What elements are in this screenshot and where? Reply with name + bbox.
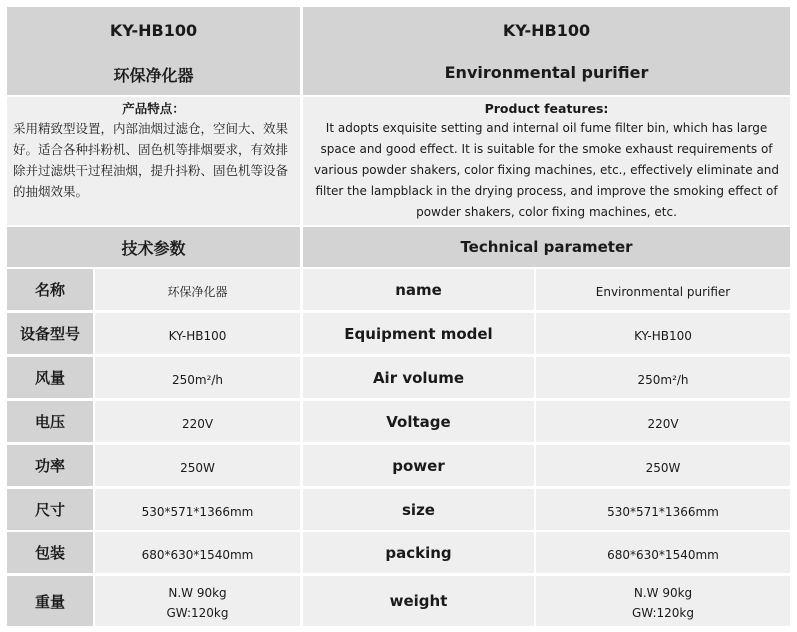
- param-en-value: 250W: [645, 460, 681, 475]
- header-cn-name: 环保净化器: [113, 66, 194, 85]
- features-en-title: Product features:: [484, 101, 609, 116]
- param-en-label-cell: [303, 576, 534, 626]
- param-en-value: KY-HB100: [634, 328, 692, 343]
- param-cn-label-cell: [7, 445, 93, 486]
- header-en-cell: [303, 7, 790, 95]
- param-cn-value-cell: [95, 576, 300, 626]
- param-cn-value-cell: [95, 269, 300, 310]
- param-cn-value-cell: [95, 532, 300, 573]
- features-cn-title: 产品特点：: [122, 101, 185, 116]
- param-cn-value-cell: [95, 313, 300, 354]
- header-en-model: KY-HB100: [502, 21, 591, 40]
- param-en-label: Voltage: [386, 412, 451, 431]
- param-en-label-cell: [303, 445, 534, 486]
- param-cn-value: 220V: [181, 416, 214, 431]
- param-cn-label: 名称: [34, 281, 65, 299]
- param-cn-value: N.W 90kg: [168, 585, 227, 600]
- param-cn-label-cell: [7, 532, 93, 573]
- param-en-label: Equipment model: [344, 324, 493, 343]
- header-en-name: Environmental purifier: [444, 63, 649, 82]
- param-en-label: name: [395, 280, 442, 299]
- section-cn-cell: [7, 227, 300, 267]
- param-en-value: N.W 90kg: [633, 585, 693, 600]
- param-cn-label-cell: [7, 269, 93, 310]
- features-cn-cell: [7, 97, 300, 225]
- param-cn-label: 电压: [34, 413, 65, 431]
- features-en-cell: [303, 97, 790, 225]
- param-en-label-cell: [303, 401, 534, 442]
- header-cn-cell: [7, 7, 300, 95]
- param-cn-label-cell: [7, 489, 93, 530]
- param-en-value: Environmental purifier: [595, 284, 731, 299]
- param-en-value-cell: [536, 532, 790, 573]
- param-en-label-cell: [303, 489, 534, 530]
- features-cn-text: 采用精致型设置，内部油烟过滤仓，空间大、效果好。适合各种抖粉机、固色机等排烟要求，有效排除并过滤烘干过程油烟，提升抖粉、固色机等设备的抽烟效果。: [13, 121, 289, 199]
- param-cn-label-cell: [7, 313, 93, 354]
- section-cn-title: 技术参数: [121, 238, 186, 258]
- param-en-label-cell: [303, 269, 534, 310]
- param-cn-label: 重量: [34, 592, 65, 611]
- param-en-label: power: [392, 456, 445, 475]
- param-en-value-cell: [536, 445, 790, 486]
- param-en-value-cell: [536, 269, 790, 310]
- param-cn-value: 680*630*1540mm: [141, 547, 254, 562]
- param-cn-label-cell: [7, 576, 93, 626]
- param-en-value-cell: [536, 357, 790, 398]
- param-en-value-cell: [536, 489, 790, 530]
- param-en-value: 680*630*1540mm: [607, 547, 719, 562]
- param-en-label: size: [402, 500, 435, 519]
- param-cn-value: KY-HB100: [168, 328, 227, 343]
- param-cn-label: 设备型号: [19, 325, 80, 343]
- param-cn-value: 530*571*1366mm: [141, 504, 254, 519]
- param-cn-value: 250m²/h: [171, 372, 224, 387]
- param-cn-value-cell: [95, 489, 300, 530]
- param-en-label: weight: [389, 592, 448, 610]
- param-cn-label-cell: [7, 401, 93, 442]
- features-en-text: It adopts exquisite setting and internal oil fume filter bin, which has large space and good effect. It is suitable for the smoke exhaust requirements of various powder shakers, color fixing machines, etc., effectively eliminate and filter the lampblack in the drying process, and improve the smoking effect of powder shakers, color fixing machines, etc.: [313, 121, 780, 219]
- header-cn-model: KY-HB100: [109, 21, 198, 40]
- param-en-value: 220V: [647, 416, 679, 431]
- param-en-label: packing: [385, 543, 452, 562]
- param-cn-value: 250W: [180, 460, 215, 475]
- param-en-value-cell: [536, 401, 790, 442]
- param-en-label-cell: [303, 532, 534, 573]
- section-en-cell: [303, 227, 790, 267]
- param-en-value-line2: GW:120kg: [632, 605, 694, 620]
- param-cn-label-cell: [7, 357, 93, 398]
- param-en-label-cell: [303, 313, 534, 354]
- param-en-value: 530*571*1366mm: [607, 504, 719, 519]
- param-en-label-cell: [303, 357, 534, 398]
- param-cn-label: 功率: [34, 457, 65, 475]
- param-cn-value-cell: [95, 401, 300, 442]
- param-cn-value-cell: [95, 357, 300, 398]
- param-en-value-cell: [536, 313, 790, 354]
- param-en-value-cell: [536, 576, 790, 626]
- param-cn-value-cell: [95, 445, 300, 486]
- param-cn-label: 风量: [34, 369, 65, 387]
- param-cn-label: 包装: [34, 544, 65, 562]
- param-en-label: Air volume: [372, 368, 465, 387]
- param-cn-label: 尺寸: [34, 501, 65, 519]
- section-en-title: Technical parameter: [460, 238, 633, 256]
- param-cn-value: 环保净化器: [167, 285, 228, 299]
- param-en-value: 250m²/h: [637, 372, 689, 387]
- param-cn-value-line2: GW:120kg: [166, 605, 229, 620]
